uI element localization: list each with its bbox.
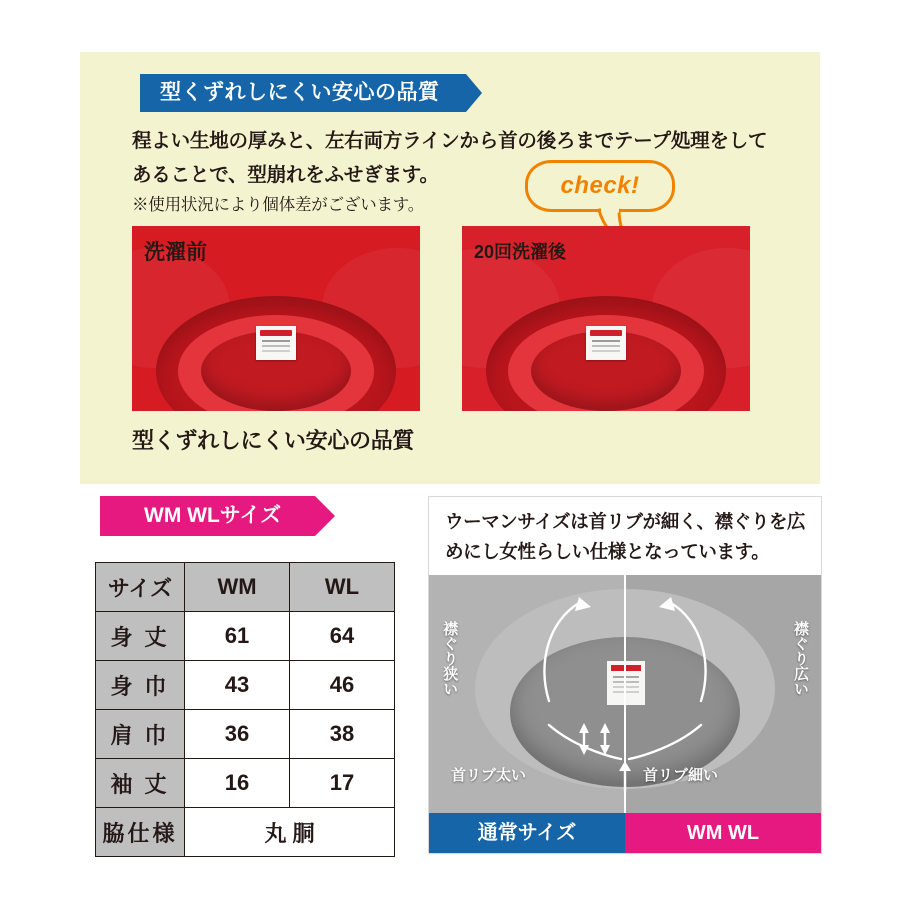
after-20-wash-photo <box>462 226 750 411</box>
quality-bottom-caption: 型くずれしにくい安心の品質 <box>132 428 415 453</box>
quality-lead-text: 程よい生地の厚みと、左右両方ラインから首の後ろまでテープ処理をしてあることで、型崩れをふせぎます。 <box>132 130 768 187</box>
collar-comparison-description: ウーマンサイズは首リブが細く、襟ぐりを広めにし女性らしい仕様となっています。 <box>445 511 806 562</box>
brand-tag-icon <box>586 326 626 360</box>
cell-body-length-wl: 64 <box>290 612 395 661</box>
footer-wm-wl-size: WM WL <box>625 813 821 853</box>
row-header-shoulder-width: 肩 巾 <box>96 710 185 759</box>
column-header-wl: WL <box>290 563 395 612</box>
label-rib-thin: 首リブ細い <box>643 767 719 784</box>
check-label: check! <box>560 172 640 199</box>
cell-body-width-wm: 43 <box>185 661 290 710</box>
row-header-side-spec: 脇仕様 <box>96 808 185 857</box>
table-row <box>96 661 395 710</box>
comparison-footer <box>429 813 821 853</box>
table-row <box>96 759 395 808</box>
cell-sleeve-length-wl: 17 <box>290 759 395 808</box>
before-wash-photo-label: 洗濯前 <box>144 241 207 264</box>
after-20-wash-photo-label: 20回洗濯後 <box>474 242 567 262</box>
collar-comparison-photo <box>429 575 821 813</box>
label-collar-narrow: 襟ぐり狭い <box>441 621 459 696</box>
brand-tag-icon <box>256 326 296 360</box>
label-rib-thick: 首リブ太い <box>451 767 527 784</box>
collar-comparison-section <box>428 496 822 854</box>
quality-ribbon-heading: 型くずれしにくい安心の品質 <box>140 74 466 112</box>
cell-body-length-wm: 61 <box>185 612 290 661</box>
footer-normal-size: 通常サイズ <box>429 813 625 853</box>
size-table <box>95 562 395 857</box>
cell-shoulder-width-wm: 36 <box>185 710 290 759</box>
quality-note-text: ※使用状況により個体差がございます。 <box>132 196 425 214</box>
row-header-body-length: 身 丈 <box>96 612 185 661</box>
before-wash-photo <box>132 226 420 411</box>
table-row <box>96 710 395 759</box>
cell-shoulder-width-wl: 38 <box>290 710 395 759</box>
cell-side-spec-value: 丸 胴 <box>185 808 395 857</box>
table-header-row <box>96 563 395 612</box>
label-collar-wide: 襟ぐり広い <box>792 621 809 696</box>
column-header-wm: WM <box>185 563 290 612</box>
size-ribbon-heading: WM WLサイズ <box>100 496 315 536</box>
row-header-body-width: 身 巾 <box>96 661 185 710</box>
row-header-sleeve-length: 袖 丈 <box>96 759 185 808</box>
table-row <box>96 808 395 857</box>
table-row <box>96 612 395 661</box>
cell-body-width-wl: 46 <box>290 661 395 710</box>
quality-section <box>80 52 820 484</box>
column-header-size: サイズ <box>96 563 185 612</box>
cell-sleeve-length-wm: 16 <box>185 759 290 808</box>
